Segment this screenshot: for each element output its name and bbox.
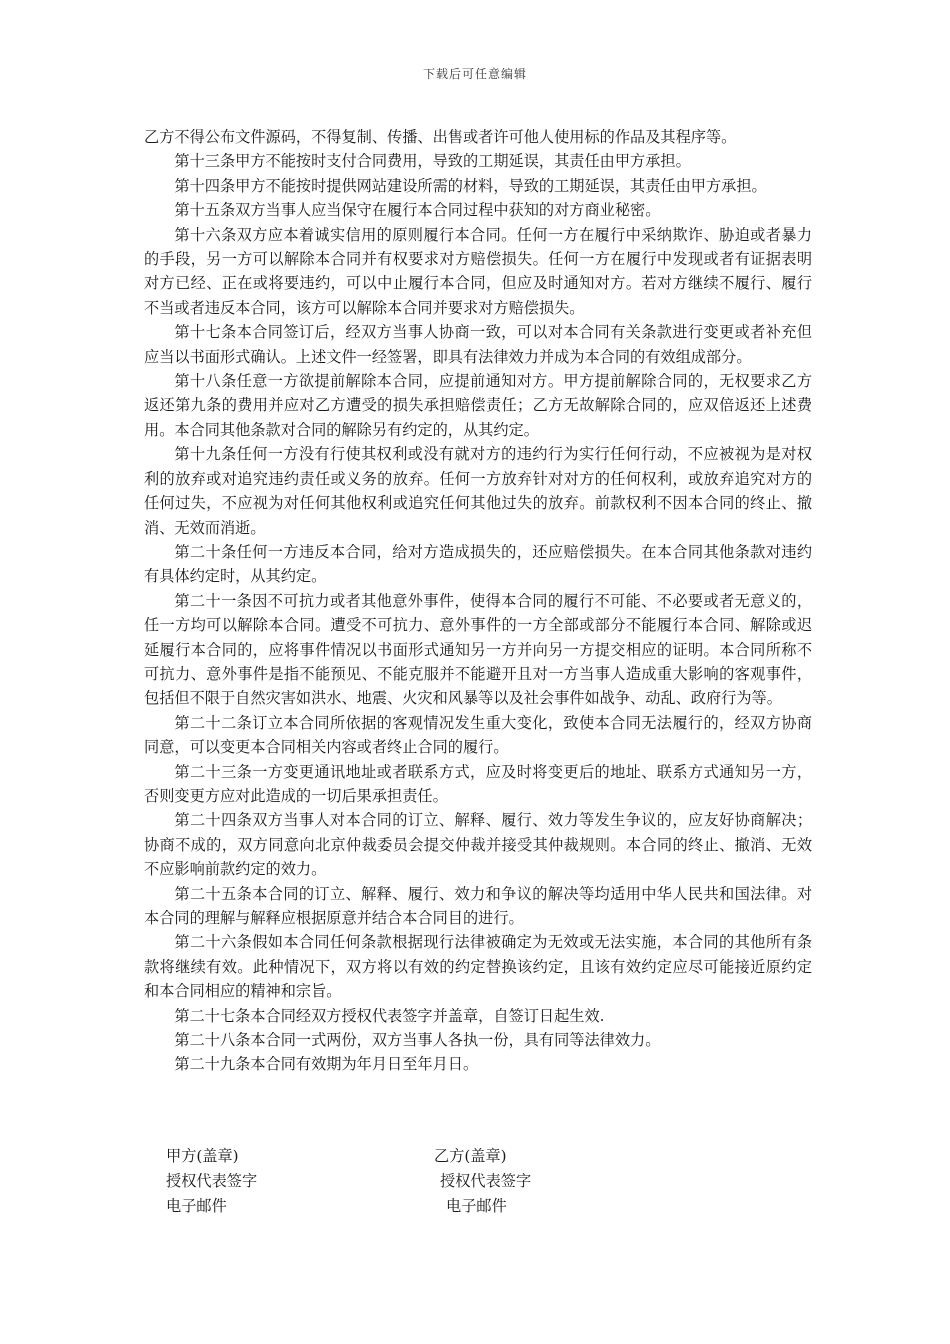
clause-13: 第十三条甲方不能按时支付合同费用，导致的工期延误，其责任由甲方承担。	[174, 152, 691, 171]
clause-16: 第十六条双方应本着诚实信用的原则履行本合同。任何一方在履行中采纳欺诈、胁迫或者暴力的手段，另一方可以解除本合同并有权要求对方赔偿损失。任何一方在履行中发现或者有证据表明对方已经、正在或将要违约，可以中止履行本合同，但应及时通知对方。若对方继续不履行、履行不当或者违反本合同，该方可以解除本合同并要求对方赔偿损失。	[144, 225, 812, 317]
signature-row-representative	[144, 1169, 812, 1194]
clause-28: 第二十八条本合同一式两份，双方当事人各执一份，具有同等法律效力。	[174, 1031, 661, 1050]
party-a-seal-label: 甲方(盖章)	[166, 1147, 239, 1165]
party-b-seal-label: 乙方(盖章)	[434, 1147, 507, 1165]
clause-27: 第二十七条本合同经双方授权代表签字并盖章，自签订日起生效.	[174, 1006, 605, 1025]
clause-19: 第十九条任何一方没有行使其权利或没有就对方的违约行为实行任何行动，不应被视为是对权利的放弃或对追究违约责任或义务的放弃。任何一方放弃针对对方的任何权利，或放弃追究对方的任何过失，不应视为对任何其他权利或追究任何其他过失的放弃。前款权利不因本合同的终止、撤消、无效而消逝。	[144, 445, 812, 537]
party-a-representative-label: 授权代表签字	[166, 1172, 258, 1190]
clause-23: 第二十三条一方变更通讯地址或者联系方式，应及时将变更后的地址、联系方式通知另一方，否则变更方应对此造成的一切后果承担责任。	[144, 762, 812, 805]
clause-15: 第十五条双方当事人应当保守在履行本合同过程中获知的对方商业秘密。	[174, 201, 661, 220]
signature-block	[144, 1144, 812, 1219]
clause-29: 第二十九条本合同有效期为年月日至年月日。	[174, 1055, 479, 1074]
party-b-representative-label: 授权代表签字	[440, 1172, 532, 1190]
clause-20: 第二十条任何一方违反本合同，给对方造成损失的，还应赔偿损失。在本合同其他条款对违约有具体约定时，从其约定。	[144, 542, 812, 586]
clause-26: 第二十六条假如本合同任何条款根据现行法律被确定为无效或无法实施，本合同的其他所有条款将继续有效。此种情况下，双方将以有效的约定替换该约定，且该有效约定应尽可能接近原约定和本合同相应的精神和宗旨。	[144, 933, 812, 1001]
paragraph: 乙方不得公布文件源码，不得复制、传播、出售或者许可他人使用标的作品及其程序等。	[144, 128, 737, 146]
clause-22: 第二十二条订立本合同所依据的客观情况发生重大变化，致使本合同无法履行的，经双方协商同意，可以变更本合同相关内容或者终止合同的履行。	[144, 713, 812, 757]
party-a-email-label: 电子邮件	[166, 1197, 227, 1215]
clause-17: 第十七条本合同签订后，经双方当事人协商一致，可以对本合同有关条款进行变更或者补充但应当以书面形式确认。上述文件一经签署，即具有法律效力并成为本合同的有效组成部分。	[144, 323, 812, 366]
page-header: 下载后可任意编辑	[422, 67, 527, 81]
clause-21: 第二十一条因不可抗力或者其他意外事件，使得本合同的履行不可能、不必要或者无意义的，任一方均可以解除本合同。遭受不可抗力、意外事件的一方全部或部分不能履行本合同、解除或迟延履行本合同的，应将事件情况以书面形式通知另一方并向另一方提交相应的证明。本合同所称不可抗力、意外事件是指不能预见、不能克服并不能避开且对一方当事人造成重大影响的客观事件，包括但不限于自然灾害如洪水、地震、火灾和风暴等以及社会事件如战争、动乱、政府行为等。	[144, 591, 812, 708]
party-b-email-label: 电子邮件	[446, 1197, 507, 1215]
clause-18: 第十八条任意一方欲提前解除本合同，应提前通知对方。甲方提前解除合同的，无权要求乙方返还第九条的费用并应对乙方遭受的损失承担赔偿责任；乙方无故解除合同的，应双倍返还上述费用。本合同其他条款对合同的解除另有约定的，从其约定。	[144, 372, 812, 439]
signature-row-email	[144, 1194, 812, 1219]
clause-14: 第十四条甲方不能按时提供网站建设所需的材料，导致的工期延误，其责任由甲方承担。	[174, 176, 767, 195]
clause-25: 第二十五条本合同的订立、解释、履行、效力和争议的解决等均适用中华人民共和国法律。对本合同的理解与解释应根据原意并结合本合同目的进行。	[144, 884, 812, 927]
contract-body	[144, 125, 812, 1077]
signature-row-seal	[144, 1144, 812, 1169]
clause-24: 第二十四条双方当事人对本合同的订立、解释、履行、效力等发生争议的，应友好协商解决；协商不成的，双方同意向北京仲裁委员会提交仲裁并接受其仲裁规则。本合同的终止、撤消、无效不应影响前款约定的效力。	[144, 811, 812, 879]
